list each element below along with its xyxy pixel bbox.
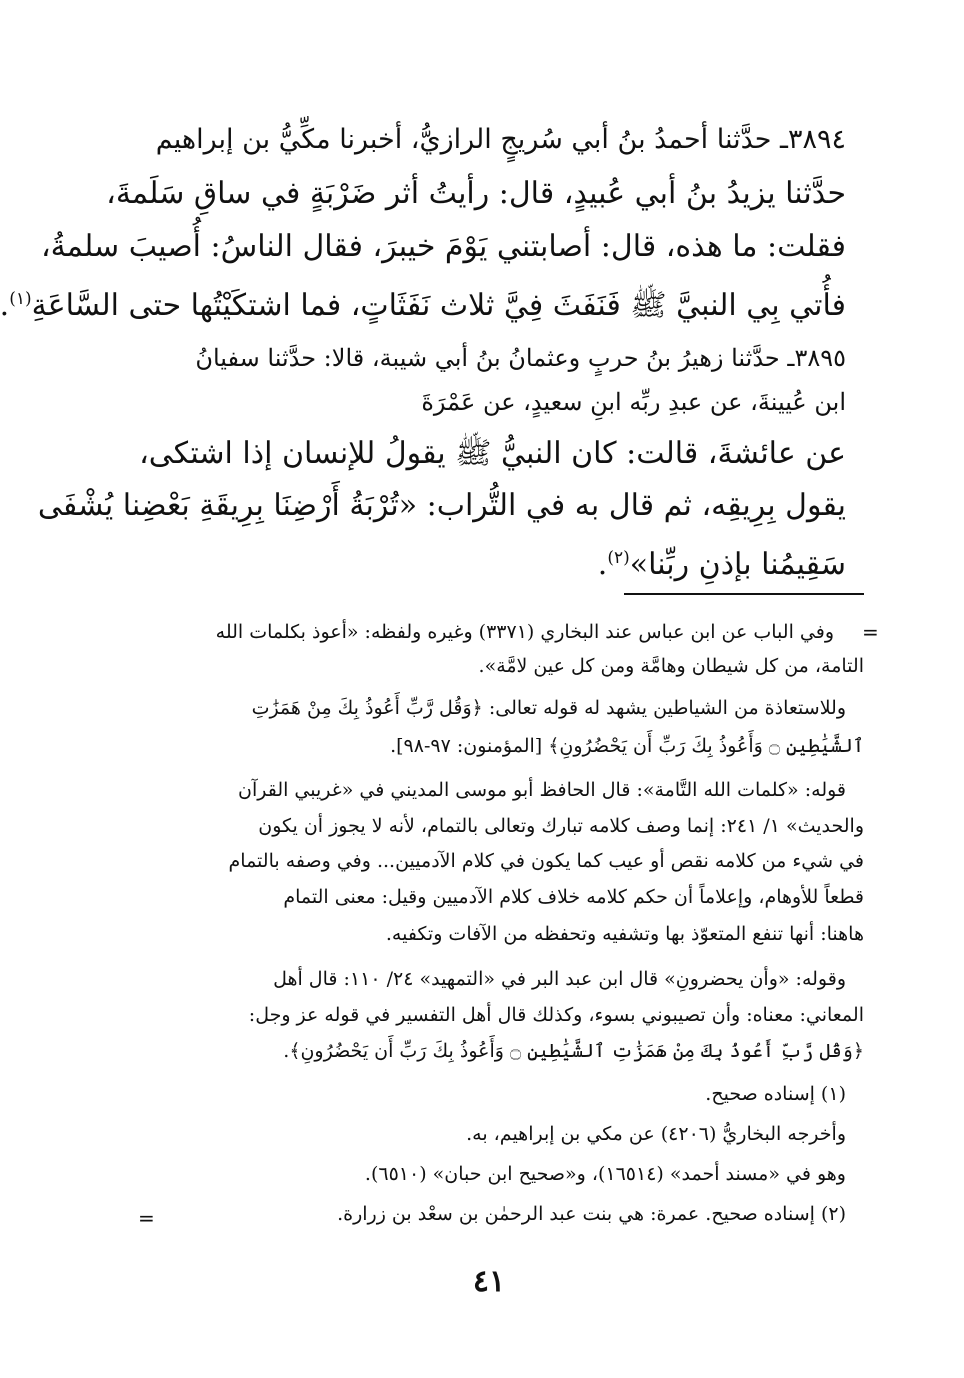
page-number: ٤١ <box>472 1264 506 1299</box>
hadith-3895-line-4: يقول بِرِيقِه، ثم قال به في التُّراب: «تُرْبَةُ أَرْضِنَا بِرِيقَةِ بَعْضِنا يُشْفَى <box>37 488 846 523</box>
continuation-mark: = <box>862 620 879 644</box>
hadith-3894-line-1: ٣٨٩٤ـ حدَّثنا أحمدُ بنُ أبي سُريجٍ الرازيُّ، أخبرنا مكِّيُّ بن إبراهيم <box>155 124 846 155</box>
footnote-line-16: (٢) إسناده صحيح. عمرة: هي بنت عبد الرحمٰن بن سعْد بن زرارة. <box>337 1203 846 1225</box>
footnote-line-8: قطعاً للأوهام، وإعلاماً أن حكم كلامه خلاف كلام الآدميين وقيل: معنى التمام <box>283 886 864 908</box>
footnote-ref-2[interactable]: (٢) <box>607 548 630 568</box>
footnote-line-3: وللاستعاذة من الشياطين يشهد له قوله تعالى: ﴿وَقُل رَّبِّ أَعُوذُ بِكَ مِنْ هَمَزَٰتِ <box>251 697 846 719</box>
footnote-line-14: وأخرجه البخاريُّ (٤٢٠٦) عن مكي بن إبراهيم، به. <box>466 1123 846 1145</box>
footnote-line-2: التامة، من كل شيطان وهامَّة ومن كل عين لامَّة». <box>478 655 864 677</box>
footnote-line-12: ﴿وَقُل رَّبِّ أَعُوذُ بِكَ مِنْ هَمَزَٰتِ ٱلشَّيَٰطِينِ ۝ وَأَعُوذُ بِكَ رَبِّ أَن يَحْضُرُونِ﴾. <box>283 1040 864 1062</box>
hadith-3895-text-end: سَقِيمُنا بإذنِ ربِّنا» <box>629 547 846 582</box>
hadith-3894-line-2: حدَّثنا يزيدُ بنُ أبي عُبيدٍ، قال: رأيتُ أثر ضَرْبَةٍ في ساقِ سَلَمةَ، <box>106 176 846 211</box>
hadith-3894-line-3: فقلت: ما هذه، قال: أصابتني يَوْمَ خيبرَ، فقال الناسُ: أُصيبَ سلمةُ، <box>40 229 846 264</box>
footnote-ref-1[interactable]: (١) <box>9 289 32 309</box>
end-mark: = <box>138 1206 155 1230</box>
footnote-line-6: والحديث» ١/ ٢٤١: إنما وصف كلامه تبارك وتعالى بالتمام، لأنه لا يجوز أن يكون <box>258 815 864 837</box>
footnote-line-11: المعاني: معناه: وأن تصيبوني بسوء، وكذلك قال أهل التفسير في قوله عز وجل: <box>248 1004 864 1026</box>
footnote-line-1: وفي الباب عن ابن عباس عند البخاري (٣٣٧١) وغيره ولفظه: «أعوذ بكلمات الله <box>215 621 834 643</box>
footnote-line-10: وقوله: «وأن يحضرونِ» قال ابن عبد البر في «التمهيد» ٢٤/ ١١٠: قال أهل <box>273 968 846 990</box>
footnote-line-15: وهو في «مسند أحمد» (١٦٥١٤)، و«صحيح ابن حبان» (٦٥١٠). <box>364 1163 846 1185</box>
hadith-3895-period: . <box>597 547 608 582</box>
footnote-line-9: هاهنا: أنها تنفع المتعوّذ بها وتشفيه وتحفظه من الآفات وتكفيه. <box>385 923 864 945</box>
hadith-3895-line-5 <box>146 536 846 587</box>
hadith-3895-line-2: ابن عُيينةَ، عن عبدِ ربِّه ابنِ سعيدٍ، عن عَمْرَةَ <box>421 388 846 416</box>
footnote-line-13: (١) إسناده صحيح. <box>705 1083 846 1105</box>
footnote-line-4: ٱلشَّيَٰطِينِ ۝ وَأَعُوذُ بِكَ رَبِّ أَن يَحْضُرُونِ﴾ [المؤمنون: ٩٧-٩٨]. <box>390 735 864 757</box>
hadith-3894-line-4 <box>0 277 846 328</box>
hadith-3894-period: . <box>0 288 10 323</box>
footnote-separator <box>624 593 864 595</box>
hadith-3895-line-1: ٣٨٩٥ـ حدَّثنا زهيرُ بنُ حربٍ وعثمانُ بنُ أبي شيبة، قالا: حدَّثنا سفيانُ <box>195 344 846 372</box>
footnote-line-5: قوله: «كلمات الله التَّامة»: قال الحافظ أبو موسى المديني في «غريبي القرآن <box>238 779 846 801</box>
hadith-3895-line-3: عن عائشةَ، قالت: كان النبيُّ ﷺ يقولُ للإنسان إذا اشتكى، <box>139 436 846 471</box>
hadith-3894-text-end: فأُتي بِي النبيَّ ﷺ فَنَفَثَ فِيَّ ثلاث نَفَثَاتٍ، فما اشتكَيْتُها حتى السَّاعَةِ <box>31 288 846 323</box>
footnote-line-7: في شيء من كلامه نقص أو عيب كما يكون في كلام الآدميين... وفي وصفه بالتمام <box>228 850 864 872</box>
